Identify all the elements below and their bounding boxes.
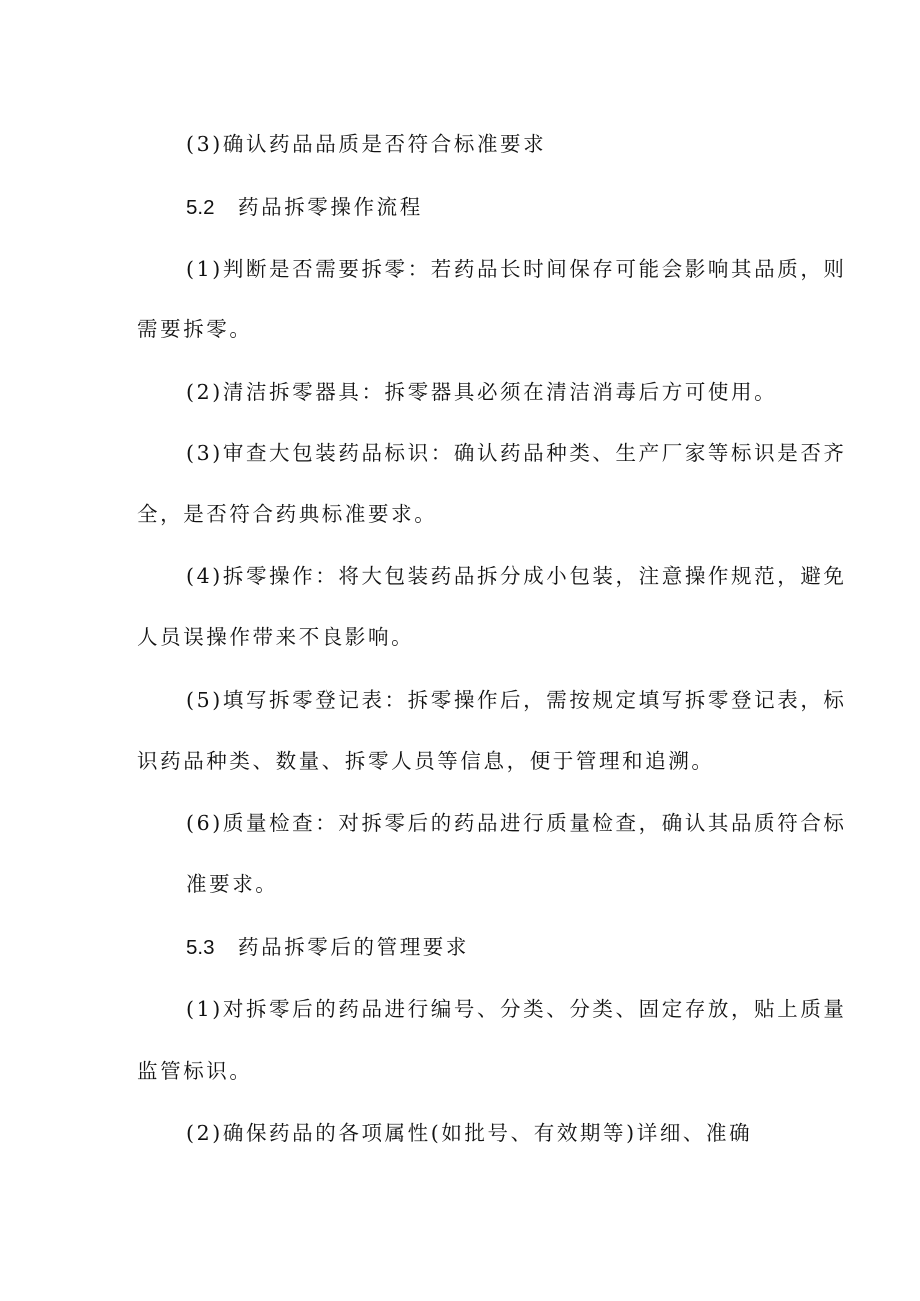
section-heading-5-2 <box>0 192 920 223</box>
paragraph-line: 准要求。 <box>186 872 279 896</box>
paragraph-line: 识药品种类、数量、拆零人员等信息，便于管理和追溯。 <box>137 749 715 773</box>
section-number: 5.2 <box>186 196 215 219</box>
paragraph-line: (3)审查大包装药品标识：确认药品种类、生产厂家等标识是否齐 <box>186 441 847 465</box>
paragraph-line: (5)填写拆零登记表：拆零操作后，需按规定填写拆零登记表，标 <box>186 688 847 712</box>
paragraph-line: 人员误操作带来不良影响。 <box>137 625 415 649</box>
paragraph-line: (1)对拆零后的药品进行编号、分类、分类、固定存放，贴上质量 <box>186 997 847 1021</box>
paragraph-line: (1)判断是否需要拆零：若药品长时间保存可能会影响其品质，则 <box>186 257 847 281</box>
paragraph-line: (3)确认药品品质是否符合标准要求 <box>186 132 547 156</box>
section-heading-5-3 <box>0 932 920 963</box>
paragraph-line: 全，是否符合药典标准要求。 <box>137 502 438 526</box>
paragraph-line: (4)拆零操作：将大包装药品拆分成小包装，注意操作规范，避免 <box>186 564 847 588</box>
section-number: 5.3 <box>186 936 215 959</box>
section-title: 药品拆零操作流程 <box>238 195 423 219</box>
paragraph-line: 监管标识。 <box>137 1059 253 1083</box>
section-title: 药品拆零后的管理要求 <box>238 935 469 959</box>
paragraph-line: 需要拆零。 <box>137 317 253 341</box>
paragraph-line: (2)清洁拆零器具：拆零器具必须在清洁消毒后方可使用。 <box>186 380 778 404</box>
paragraph-line: (6)质量检查：对拆零后的药品进行质量检查，确认其品质符合标 <box>186 811 847 835</box>
paragraph-line: (2)确保药品的各项属性(如批号、有效期等)详细、准确 <box>186 1121 753 1145</box>
